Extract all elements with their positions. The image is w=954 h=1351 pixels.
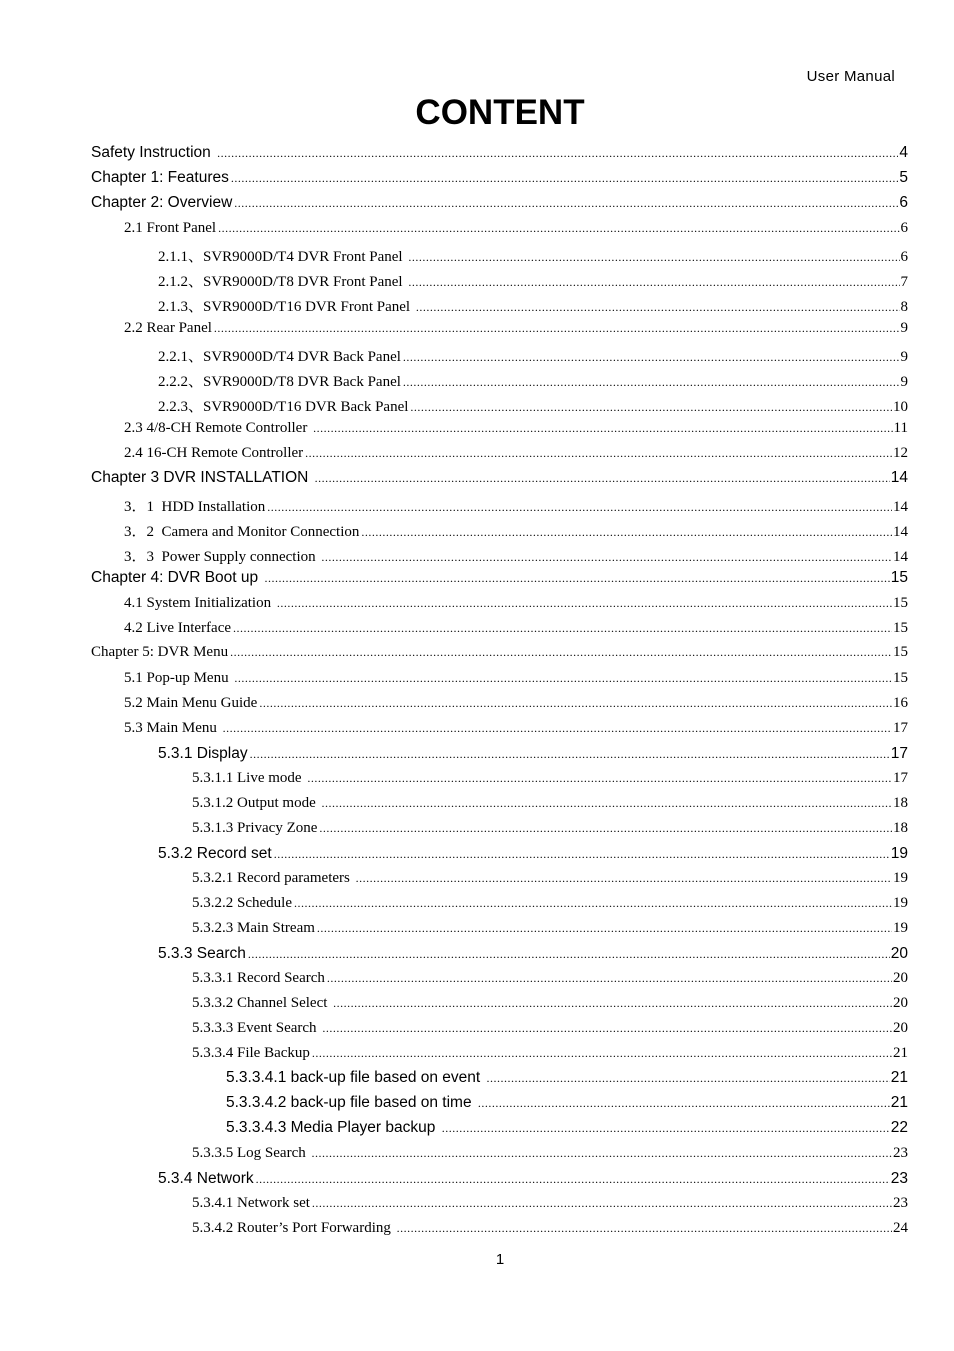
toc-entry[interactable] — [0, 290, 908, 315]
toc-entry-title: Chapter 2: Overview — [91, 194, 233, 211]
dot-leader — [322, 1021, 892, 1035]
toc-entry-title: 5.3.3.4.2 back-up file based on time — [226, 1094, 476, 1111]
toc-entry-page: 14 — [893, 499, 908, 515]
toc-entry-page: 20 — [893, 1020, 908, 1036]
dot-leader — [317, 921, 892, 935]
toc-entry-title: 2.1.1、SVR9000D/T4 DVR Front Panel — [158, 249, 407, 265]
toc-entry[interactable] — [0, 590, 908, 615]
toc-entry[interactable] — [0, 340, 908, 365]
dot-leader — [312, 1196, 892, 1210]
toc-entry-page: 23 — [893, 1145, 908, 1161]
toc-entry-title: 5.1 Pop-up Menu — [124, 670, 233, 686]
toc-entry[interactable] — [0, 490, 908, 515]
toc-entry-page: 17 — [893, 720, 908, 736]
toc-entry-title: 3．1 HDD Installation — [124, 499, 266, 515]
dot-leader — [231, 171, 899, 185]
dot-leader — [267, 500, 892, 514]
toc-entry-title: 2.2.2、SVR9000D/T8 DVR Back Panel — [158, 374, 401, 390]
toc-entry-page: 18 — [893, 820, 908, 836]
toc-entry[interactable] — [0, 265, 908, 290]
dot-leader — [408, 250, 899, 264]
toc-entry-page: 9 — [900, 320, 908, 336]
toc-entry[interactable] — [0, 1040, 908, 1065]
running-header: User Manual — [806, 68, 895, 85]
toc-entry[interactable] — [0, 890, 908, 915]
toc-entry-title: 5.3.3.4.3 Media Player backup — [226, 1119, 440, 1136]
toc-entry-page: 9 — [900, 349, 908, 365]
toc-entry-page: 20 — [893, 970, 908, 986]
toc-entry-title: Chapter 3 DVR INSTALLATION — [91, 469, 313, 486]
toc-entry-title: 5.3.1.1 Live mode — [192, 770, 306, 786]
dot-leader — [264, 571, 889, 585]
toc-entry-title: 5.3.1.2 Output mode — [192, 795, 320, 811]
toc-entry-title: 5.3.3.3 Event Search — [192, 1020, 321, 1036]
toc-entry-title: 5.3.4 Network — [158, 1170, 254, 1187]
toc-entry[interactable] — [0, 790, 908, 815]
dot-leader — [248, 947, 890, 961]
dot-leader — [319, 821, 892, 835]
toc-entry-title: Chapter 4: DVR Boot up — [91, 569, 263, 586]
dot-leader — [312, 1046, 892, 1060]
toc-entry-page: 20 — [893, 995, 908, 1011]
toc-entry-page: 17 — [890, 745, 908, 762]
toc-entry-page: 16 — [893, 695, 908, 711]
toc-entry-page: 9 — [900, 374, 908, 390]
dot-leader — [322, 796, 893, 810]
toc-entry-page: 8 — [900, 299, 908, 315]
toc-entry[interactable] — [0, 365, 908, 390]
dot-leader — [294, 896, 892, 910]
toc-entry-page: 19 — [893, 895, 908, 911]
dot-leader — [259, 696, 892, 710]
toc-entry[interactable] — [0, 315, 908, 340]
toc-entry-title: Chapter 5: DVR Menu — [91, 644, 229, 660]
toc-entry[interactable] — [0, 665, 908, 690]
toc-entry-title: 5.3.2.3 Main Stream — [192, 920, 315, 936]
page-number: 1 — [495, 1251, 505, 1268]
dot-leader — [250, 747, 890, 761]
toc-entry-title: 2.4 16-CH Remote Controller — [124, 445, 304, 461]
toc-entry[interactable] — [0, 565, 908, 590]
table-of-contents — [0, 140, 954, 1240]
dot-leader — [217, 146, 898, 160]
toc-entry[interactable] — [0, 765, 908, 790]
toc-entry-title: 5.2 Main Menu Guide — [124, 695, 258, 711]
toc-entry-page: 17 — [893, 770, 908, 786]
toc-entry-title: 5.3.3 Search — [158, 945, 246, 962]
toc-entry-page: 14 — [893, 524, 908, 540]
dot-leader — [305, 446, 892, 460]
toc-entry-page: 14 — [890, 469, 908, 486]
toc-entry-title: 2.1.2、SVR9000D/T8 DVR Front Panel — [158, 274, 407, 290]
toc-entry[interactable] — [0, 1190, 908, 1215]
toc-entry[interactable] — [0, 965, 908, 990]
toc-entry-page: 21 — [890, 1069, 908, 1086]
dot-leader — [321, 550, 892, 564]
toc-entry[interactable] — [0, 815, 908, 840]
toc-entry[interactable] — [0, 415, 908, 440]
toc-entry[interactable] — [0, 615, 908, 640]
toc-entry-title: 4.2 Live Interface — [124, 620, 232, 636]
toc-entry-page: 14 — [893, 549, 908, 565]
toc-entry[interactable] — [0, 190, 908, 215]
toc-entry[interactable] — [0, 215, 908, 240]
toc-entry[interactable] — [0, 540, 908, 565]
toc-entry[interactable] — [0, 515, 908, 540]
dot-leader — [442, 1121, 890, 1135]
dot-leader — [410, 400, 892, 414]
toc-entry-title: 5.3.1.3 Privacy Zone — [192, 820, 318, 836]
toc-entry-title: 5.3.4.2 Router’s Port Forwarding — [192, 1220, 395, 1236]
toc-entry-page: 7 — [900, 274, 908, 290]
toc-entry-title: 5.3.3.2 Channel Select — [192, 995, 332, 1011]
dot-leader — [327, 971, 892, 985]
dot-leader — [397, 1221, 892, 1235]
dot-leader — [218, 221, 899, 235]
dot-leader — [214, 321, 900, 335]
dot-leader — [403, 375, 900, 389]
toc-entry-page: 18 — [893, 795, 908, 811]
toc-entry-page: 15 — [893, 620, 908, 636]
page-title: CONTENT — [415, 93, 585, 132]
toc-entry-page: 15 — [893, 644, 908, 660]
toc-entry[interactable] — [0, 1065, 908, 1090]
toc-entry-page: 21 — [893, 1045, 908, 1061]
toc-entry-page: 19 — [893, 920, 908, 936]
toc-entry[interactable] — [0, 1165, 908, 1190]
toc-entry[interactable] — [0, 390, 908, 415]
toc-entry-page: 6 — [900, 249, 908, 265]
toc-entry-title: 5.3.3.5 Log Search — [192, 1145, 310, 1161]
toc-entry-title: 4.1 System Initialization — [124, 595, 275, 611]
dot-leader — [230, 645, 892, 659]
toc-entry-page: 19 — [890, 845, 908, 862]
toc-entry[interactable] — [0, 440, 908, 465]
toc-entry[interactable] — [0, 840, 908, 865]
dot-leader — [233, 621, 892, 635]
toc-entry[interactable] — [0, 240, 908, 265]
toc-entry[interactable] — [0, 1090, 908, 1115]
toc-entry[interactable] — [0, 465, 908, 490]
toc-entry-title: 2.2.1、SVR9000D/T4 DVR Back Panel — [158, 349, 401, 365]
dot-leader — [274, 847, 890, 861]
toc-entry-title: 5.3.3.4.1 back-up file based on event — [226, 1069, 485, 1086]
toc-entry[interactable] — [0, 1140, 908, 1165]
dot-leader — [416, 300, 900, 314]
dot-leader — [356, 871, 892, 885]
toc-entry-page: 21 — [890, 1094, 908, 1111]
toc-entry-page: 5 — [899, 169, 908, 186]
dot-leader — [277, 596, 892, 610]
dot-leader — [403, 350, 900, 364]
toc-entry-title: 2.2.3、SVR9000D/T16 DVR Back Panel — [158, 399, 409, 415]
dot-leader — [234, 196, 898, 210]
dot-leader — [311, 1146, 892, 1160]
toc-entry[interactable] — [0, 865, 908, 890]
toc-entry-title: 5.3.4.1 Network set — [192, 1195, 310, 1211]
toc-entry-page: 22 — [890, 1119, 908, 1136]
toc-entry-page: 23 — [893, 1195, 908, 1211]
toc-entry[interactable] — [0, 690, 908, 715]
dot-leader — [361, 525, 892, 539]
dot-leader — [223, 721, 892, 735]
dot-leader — [234, 671, 892, 685]
dot-leader — [333, 996, 892, 1010]
toc-entry-page: 15 — [893, 670, 908, 686]
toc-entry-title: Chapter 1: Features — [91, 169, 229, 186]
toc-entry-title: 3．2 Camera and Monitor Connection — [124, 524, 360, 540]
toc-entry[interactable] — [0, 915, 908, 940]
toc-entry[interactable] — [0, 940, 908, 965]
toc-entry[interactable] — [0, 740, 908, 765]
dot-leader — [478, 1096, 890, 1110]
toc-entry-title: 5.3.3.4 File Backup — [192, 1045, 310, 1061]
toc-entry-page: 24 — [893, 1220, 908, 1236]
toc-entry-page: 19 — [893, 870, 908, 886]
toc-entry[interactable] — [0, 990, 908, 1015]
toc-entry-title: 5.3 Main Menu — [124, 720, 221, 736]
toc-entry-title: 5.3.1 Display — [158, 745, 248, 762]
toc-entry[interactable] — [0, 165, 908, 190]
toc-entry-title: 5.3.3.1 Record Search — [192, 970, 325, 986]
toc-entry-title: 3．3 Power Supply connection — [124, 549, 320, 565]
toc-entry[interactable] — [0, 1215, 908, 1240]
toc-entry-page: 4 — [899, 144, 908, 161]
toc-entry-title: Safety Instruction — [91, 144, 216, 161]
toc-entry-page: 12 — [893, 445, 908, 461]
dot-leader — [313, 421, 892, 435]
toc-entry[interactable] — [0, 715, 908, 740]
toc-entry-page: 23 — [890, 1170, 908, 1187]
toc-entry-page: 20 — [890, 945, 908, 962]
dot-leader — [256, 1172, 890, 1186]
toc-entry[interactable] — [0, 140, 908, 165]
toc-entry-page: 15 — [893, 595, 908, 611]
toc-entry[interactable] — [0, 1015, 908, 1040]
dot-leader — [315, 471, 890, 485]
dot-leader — [408, 275, 899, 289]
dot-leader — [487, 1071, 890, 1085]
toc-entry-title: 5.3.2.1 Record parameters — [192, 870, 354, 886]
toc-entry-page: 15 — [890, 569, 908, 586]
toc-entry-page: 6 — [900, 220, 908, 236]
toc-entry[interactable] — [0, 1115, 908, 1140]
toc-entry-title: 5.3.2.2 Schedule — [192, 895, 292, 911]
toc-entry-title: 2.3 4/8-CH Remote Controller — [124, 420, 312, 436]
toc-entry-page: 6 — [899, 194, 908, 211]
dot-leader — [307, 771, 892, 785]
toc-entry[interactable] — [0, 640, 908, 665]
toc-entry-title: 2.1.3、SVR9000D/T16 DVR Front Panel — [158, 299, 414, 315]
toc-entry-title: 2.1 Front Panel — [124, 220, 217, 236]
toc-entry-title: 5.3.2 Record set — [158, 845, 272, 862]
toc-entry-page: 10 — [893, 399, 908, 415]
toc-entry-title: 2.2 Rear Panel — [124, 320, 212, 336]
toc-entry-page: 11 — [893, 420, 908, 436]
